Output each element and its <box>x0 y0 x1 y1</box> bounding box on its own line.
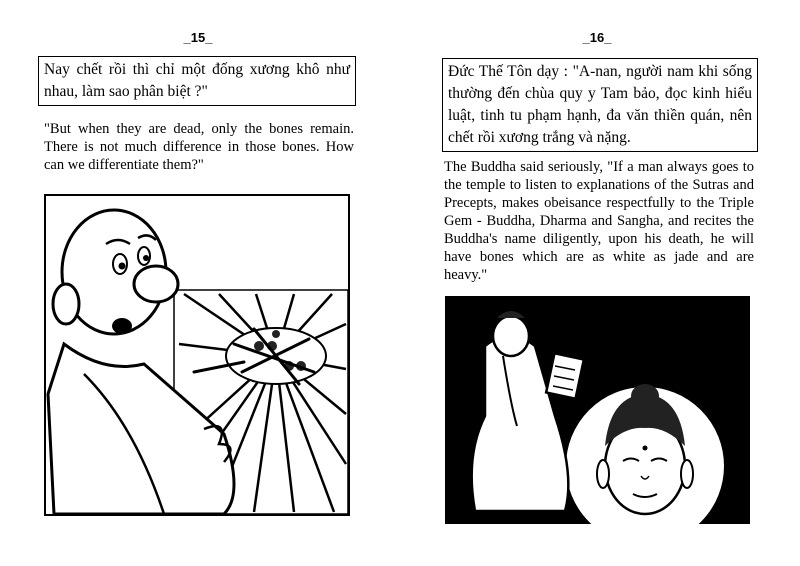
vietnamese-caption: Đức Thế Tôn dạy : "A-nan, người nam khi sống thường đến chùa quy y Tam bảo, đọc kinh hiểu luật, tinh tu phạm hạnh, đa văn thiền quán, nên chết rồi xương trắng và nặng. <box>442 58 758 152</box>
page-number: _15_ <box>183 30 213 45</box>
illustration-ananda-and-buddha <box>445 296 750 524</box>
page-number: _16_ <box>582 30 612 45</box>
monk-bones-drawing <box>44 194 350 516</box>
english-caption: "But when they are dead, only the bones remain. There is not much difference in those bones. How can we differentiate them?" <box>44 121 354 173</box>
ananda-buddha-drawing <box>445 296 750 524</box>
english-caption: The Buddha said seriously, "If a man always goes to the temple to listen to explanations of the Sutras and Precepts, makes obeisance respectfully to the Triple Gem - Buddha, Dharma and Sangha, and recites the Buddha's name diligently, upon his death, he will have bones which are as white as jade and are heavy." <box>444 159 754 283</box>
illustration-monk-and-bones <box>44 194 350 516</box>
right-page <box>400 0 800 566</box>
vietnamese-caption: Nay chết rồi thì chỉ một đống xương khô như nhau, làm sao phân biệt ?" <box>38 56 356 106</box>
